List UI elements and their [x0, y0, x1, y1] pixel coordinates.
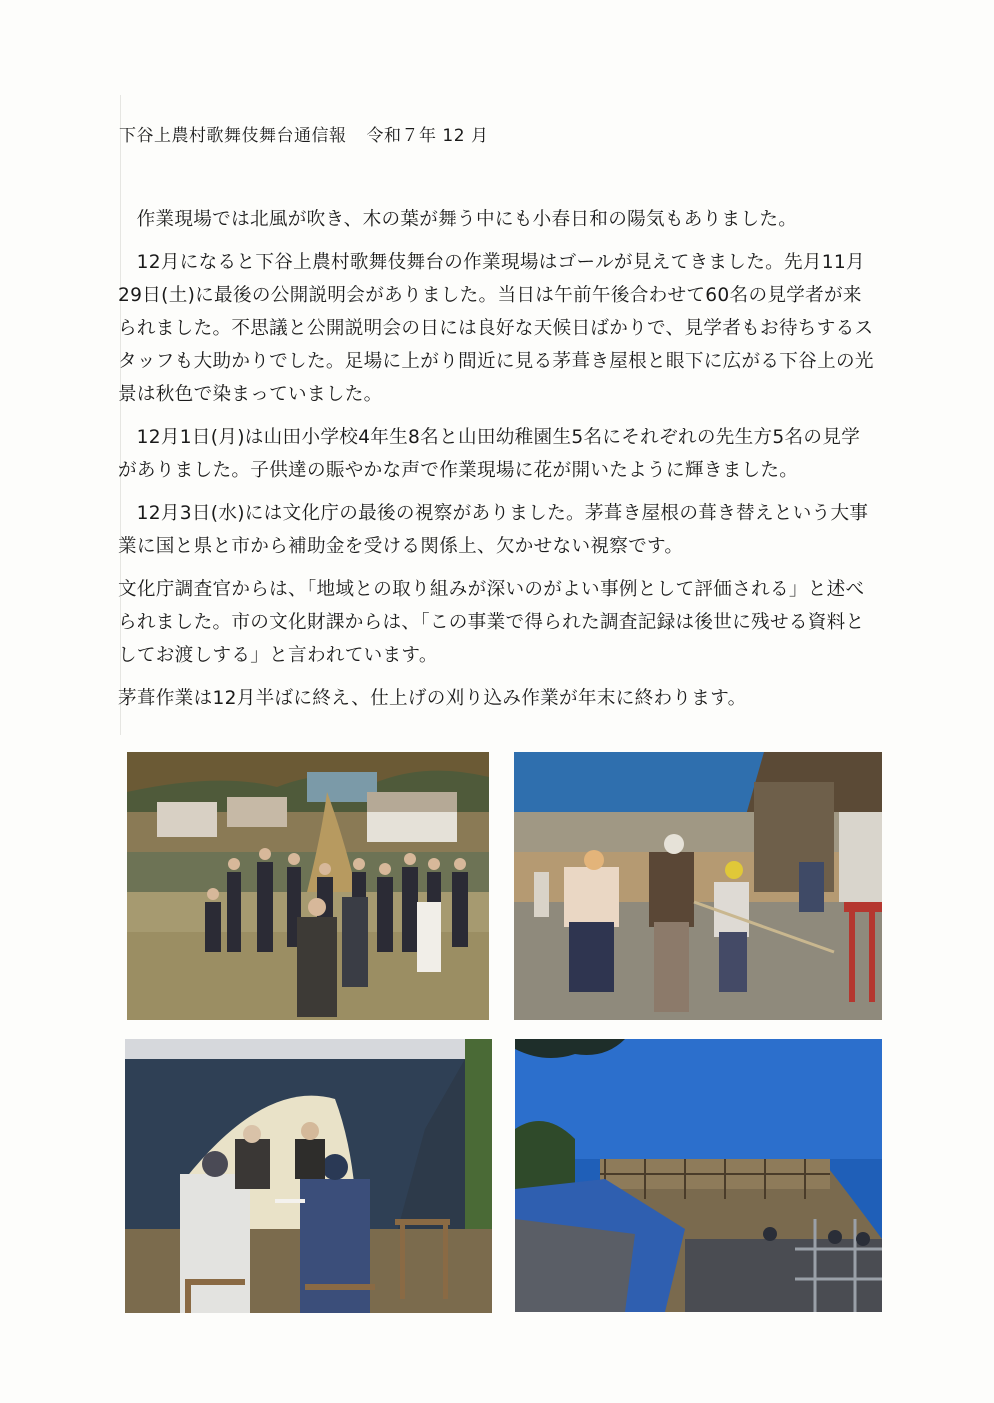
paragraph: 12月になると下谷上農村歌舞伎舞台の作業現場はゴールが見えてきました。先月11月29日(土)に最後の公開説明会がありました。当日は午前午後合わせて60名の見学者が来られました。不思議と公開説明会の日には良好な天候日ばかりで、見学者もお待ちするスタッフも大助かりでした。足場に上がり間近に見る茅葺き屋根と眼下に広がる下谷上の光景は秋色で染まっていました。 [118, 252, 874, 405]
paragraph: 12月3日(水)には文化庁の最後の視察がありました。茅葺き屋根の葺き替えという大事業に国と県と市から補助金を受ける関係上、欠かせない視察です。 [118, 503, 869, 557]
paragraph: 作業現場では北風が吹き、木の葉が舞う中にも小春日和の陽気もありました。 [136, 209, 798, 230]
paragraph: 茅葺作業は12月半ばに終え、仕上げの刈り込み作業が年末に終わります。 [118, 688, 747, 709]
inspection-meeting-tent-photo [125, 1039, 492, 1313]
issue-date: 令和７年 12 月 [366, 126, 489, 146]
article-body [118, 203, 878, 725]
children-on-stage-photo [514, 752, 882, 1020]
open-house-visitors-photo [127, 752, 489, 1020]
paragraph: 文化庁調査官からは、「地域との取り組みが深いのがよい事例として評価される」と述べられました。市の文化財課からは、「この事業で得られた調査記録は後世に残せる資料としてお渡しする」と言われています。 [118, 579, 865, 666]
paragraph: 12月1日(月)は山田小学校4年生8名と山田幼稚園生5名にそれぞれの先生方5名の見学がありました。子供達の賑やかな声で作業現場に花が開いたように輝きました。 [118, 427, 861, 481]
newsletter-title: 下谷上農村歌舞伎舞台通信報 [119, 126, 347, 146]
page-header [119, 121, 488, 146]
thatched-roof-scaffolding-photo [515, 1039, 882, 1312]
